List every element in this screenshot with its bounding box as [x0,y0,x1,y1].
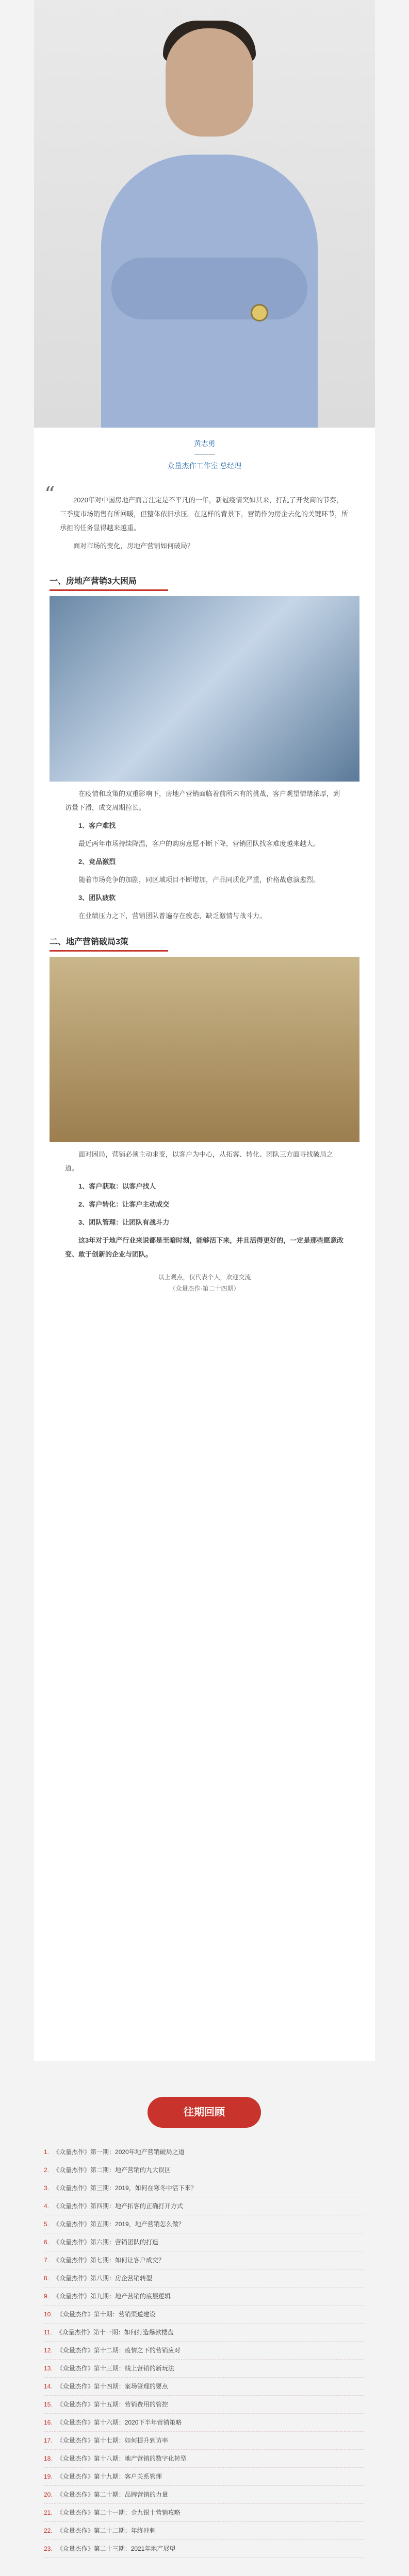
author-photo [34,0,375,428]
paragraph: 最近两年市场持续降温，客户的购房意愿不断下降，营销团队找客难度越来越大。 [78,840,320,848]
past-issue-title: 《众量杰作》第十六期：2020下半年营销策略 [56,2419,182,2426]
past-issue-number: 16. [44,2419,53,2426]
past-issue-number: 20. [44,2491,53,2498]
past-issue-link[interactable] [44,2522,364,2540]
past-issue-number: 23. [44,2545,53,2552]
past-issue-link[interactable] [44,2378,364,2396]
subheading: 2、客户转化：让客户主动成交 [78,1200,170,1208]
section-underline [50,950,168,952]
author-title: 众量杰作工作室 总经理 [167,462,242,470]
subheading: 3、团队管理：让团队有战斗力 [78,1218,170,1226]
watch-icon [251,304,268,321]
past-issue-title: 《众量杰作》第十三期：线上营销的新玩法 [56,2365,174,2372]
past-issue-title: 《众量杰作》第十一期：如何打造爆款楼盘 [56,2329,174,2336]
intro-quote [34,483,375,562]
past-issue-title: 《众量杰作》第七期：如何让客户成交？ [53,2257,165,2264]
article-card [34,0,375,2061]
section-title: 二、地产营销破局3策 [50,938,128,946]
paragraph: 随着市场竞争的加剧，同区域项目不断增加，产品同质化严重，价格战愈演愈烈。 [78,876,320,884]
footnote-line: （众量杰作·第二十四期） [169,1285,240,1292]
past-issue-link[interactable] [44,2179,364,2197]
subheading: 3、团队疲软 [78,894,116,902]
paragraph: 在疫情和政策的双重影响下，房地产营销面临着前所未有的挑战，客户观望情绪浓厚，到访量下滑，成交周期拉长。 [65,790,340,811]
past-issue-link[interactable] [44,2306,364,2324]
past-issue-link[interactable] [44,2251,364,2269]
past-issue-link[interactable] [44,2215,364,2233]
past-issue-link[interactable] [44,2414,364,2432]
past-issue-title: 《众量杰作》第二十三期：2021年地产展望 [56,2545,176,2552]
past-issue-number: 9. [44,2293,50,2300]
section1-body [65,787,344,923]
past-issue-link[interactable] [44,2504,364,2522]
past-issue-title: 《众量杰作》第四期：地产拓客的正确打开方式 [53,2202,184,2210]
past-issue-title: 《众量杰作》第二十一期：金九银十营销攻略 [56,2509,181,2516]
subheading: 2、竞品激烈 [78,858,116,866]
author-name: 黄志勇 [193,439,216,448]
past-issue-number: 22. [44,2527,53,2534]
footnote-line: 以上观点，仅代表个人，欢迎交流 [158,1274,251,1281]
past-issue-link[interactable] [44,2342,364,2360]
past-issue-number: 3. [44,2184,50,2192]
section-title: 一、房地产营销3大困局 [50,577,137,586]
past-issue-link[interactable] [44,2197,364,2215]
past-issue-link[interactable] [44,2450,364,2468]
past-issues-list [44,2143,364,2558]
past-issue-link[interactable] [44,2269,364,2287]
past-issue-number: 4. [44,2202,50,2210]
past-issue-link[interactable] [44,2432,364,2450]
past-issue-link[interactable] [44,2360,364,2378]
past-issue-title: 《众量杰作》第二十期：品牌营销的力量 [56,2491,168,2498]
past-issue-title: 《众量杰作》第九期：地产营销的底层逻辑 [53,2293,171,2300]
intro-paragraph: 面对市场的变化，房地产营销如何破局？ [73,542,194,550]
past-issue-title: 《众量杰作》第二期：地产营销的九大误区 [53,2166,171,2174]
past-issue-link[interactable] [44,2324,364,2342]
footnote [34,1272,375,1294]
open-quote-icon: “ [44,483,55,506]
past-issue-number: 7. [44,2257,50,2264]
paragraph: 面对困局，营销必须主动求变，以客户为中心，从拓客、转化、团队三方面寻找破局之道。 [65,1150,334,1172]
section-heading [50,574,359,591]
past-issue-link[interactable] [44,2287,364,2306]
past-issue-title: 《众量杰作》第十九期：客户关系管理 [56,2473,162,2480]
past-issue-title: 《众量杰作》第十七期：如何提升到访率 [56,2437,168,2444]
past-issue-number: 11. [44,2329,52,2336]
subheading: 1、客户难找 [78,822,116,829]
past-issues-badge: 往期回顾 [148,2097,261,2128]
highlight-paragraph: 这3年对于地产行业来说都是至暗时刻，能够活下来，并且活得更好的，一定是那些愿意改变、敢于创新的企业与团队。 [65,1236,344,1258]
past-issue-number: 6. [44,2239,50,2246]
past-issue-title: 《众量杰作》第二十二期：年终冲刺 [56,2527,156,2534]
past-issue-number: 2. [44,2166,50,2174]
past-issue-number: 19. [44,2473,53,2480]
section-underline [50,589,168,591]
past-issue-title: 《众量杰作》第一期：2020年地产营销破局之道 [53,2148,185,2156]
head-shape [166,28,253,137]
past-issue-number: 12. [44,2347,53,2354]
past-issue-link[interactable] [44,2468,364,2486]
past-issue-title: 《众量杰作》第三期：2019，如何在寒冬中活下来？ [53,2184,197,2192]
past-issue-number: 18. [44,2455,53,2462]
city-photo [50,596,359,782]
past-issue-link[interactable] [44,2143,364,2161]
past-issue-link[interactable] [44,2486,364,2504]
paragraph: 在业绩压力之下，营销团队普遍存在疲态，缺乏激情与战斗力。 [78,912,267,920]
past-issue-title: 《众量杰作》第十四期：案场管理的要点 [56,2383,168,2390]
section-heading [50,935,359,952]
author-caption [34,428,375,488]
past-issue-number: 17. [44,2437,53,2444]
past-issue-number: 13. [44,2365,53,2372]
section2-body [65,1147,344,1261]
past-issue-number: 21. [44,2509,53,2516]
past-issue-title: 《众量杰作》第十五期：营销费用的管控 [56,2401,168,2408]
past-issue-link[interactable] [44,2396,364,2414]
arms-shape [111,258,307,319]
past-issue-link[interactable] [44,2540,364,2558]
past-issue-link[interactable] [44,2161,364,2179]
cheetah-photo [50,957,359,1142]
past-issue-title: 《众量杰作》第十二期：疫情之下的营销应对 [56,2347,181,2354]
past-issue-title: 《众量杰作》第十期：营销渠道建设 [56,2311,156,2318]
past-issue-number: 1. [44,2148,50,2156]
past-issue-number: 5. [44,2221,50,2228]
past-issue-title: 《众量杰作》第六期：营销团队的打造 [53,2239,159,2246]
subheading: 1、客户获取：以客户找人 [78,1182,156,1190]
past-issue-title: 《众量杰作》第八期：房企营销转型 [53,2275,153,2282]
intro-paragraph: 2020年对中国房地产而言注定是不平凡的一年，新冠疫情突如其来，打乱了开发商的节奏，三季度市场销售有所回暖，但整体依旧承压。在这样的背景下，营销作为房企去化的关键环节，所承担的任务显得越来越重。 [60,496,349,532]
past-issue-number: 14. [44,2383,53,2390]
past-issue-number: 10. [44,2311,53,2318]
past-issue-link[interactable] [44,2233,364,2251]
past-issue-title: 《众量杰作》第五期：2019，地产营销怎么做？ [53,2221,185,2228]
divider [194,454,215,455]
past-issue-number: 8. [44,2275,50,2282]
past-issue-number: 15. [44,2401,53,2408]
past-issue-title: 《众量杰作》第十八期：地产营销的数字化转型 [56,2455,187,2462]
